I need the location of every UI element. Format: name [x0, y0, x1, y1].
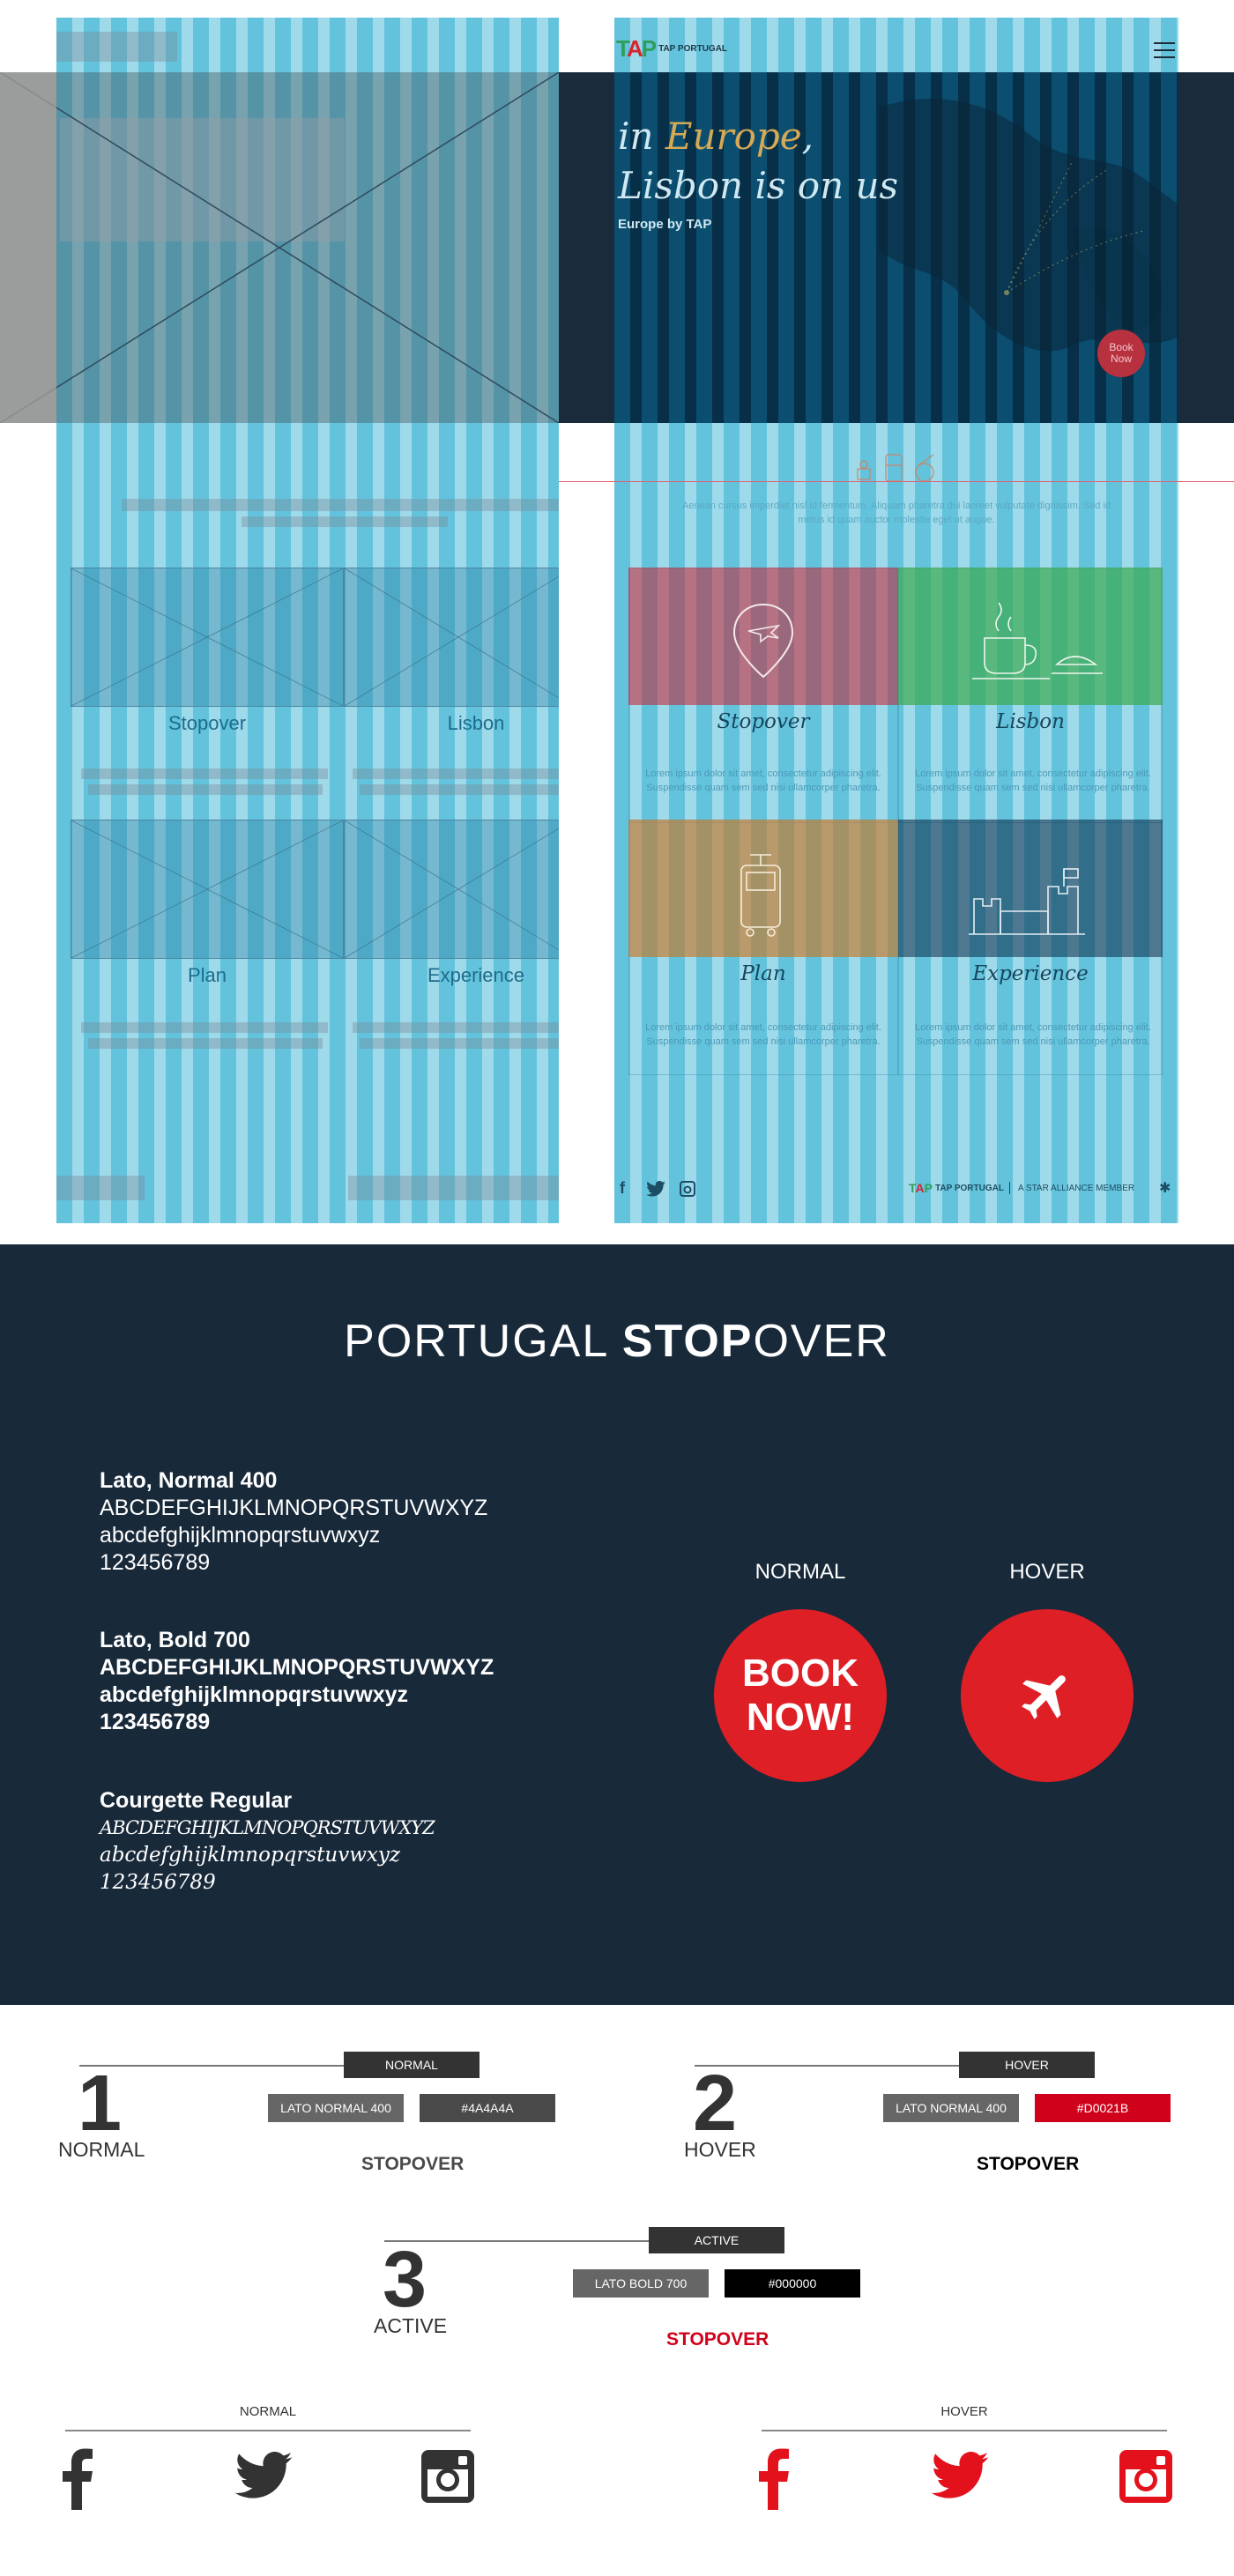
coffee-pastry-icon: [898, 568, 1163, 705]
hero-book-now-label: Book Now: [1109, 341, 1134, 365]
state-3-font: LATO BOLD 700: [573, 2269, 709, 2298]
wireframe-footer-right-placeholder: [348, 1176, 559, 1200]
style-guide-title: PORTUGAL STOPOVER: [344, 1316, 890, 1367]
hero-book-now-button[interactable]: [1097, 330, 1145, 377]
wireframe-text-placeholder: [81, 1022, 328, 1033]
state-1-color: #4A4A4A: [420, 2094, 555, 2122]
card-image-plan: [628, 820, 898, 957]
wireframe-intro-line2: [242, 516, 448, 527]
state-1-label: NORMAL: [58, 2138, 145, 2161]
intro-icons: [844, 449, 949, 488]
tram-icon: [628, 820, 898, 957]
wireframe-text-placeholder: [360, 1038, 559, 1049]
state-2-label: HOVER: [684, 2138, 756, 2161]
button-hover-label: HOVER: [1009, 1560, 1085, 1584]
wireframe-text-placeholder: [88, 1038, 323, 1049]
state-1-number: 1: [78, 2060, 123, 2148]
wireframe-card-label-lisbon: Lisbon: [447, 712, 505, 734]
wireframe-card-image-2: [344, 568, 559, 707]
font-sample-digits: 123456789: [100, 1710, 211, 1734]
card-text-experience: Lorem ipsum dolor sit amet, consectetur adipiscing elit. Suspendisse quam sem sed nisi ullamcorper pharetra.: [915, 1022, 1151, 1047]
mockup-logo: [616, 35, 727, 63]
card-image-experience: [898, 820, 1163, 957]
social-hover-label: HOVER: [940, 2404, 988, 2419]
card-title-experience: Experience: [972, 962, 1089, 985]
twitter-icon[interactable]: [234, 2452, 293, 2499]
facebook-icon-hover[interactable]: [755, 2446, 792, 2510]
facebook-icon[interactable]: [58, 2446, 95, 2510]
card-text-plan: Lorem ipsum dolor sit amet, consectetur adipiscing elit. Suspendisse quam sem sed nisi ullamcorper pharetra.: [645, 1022, 881, 1047]
state-1-tag: NORMAL: [344, 2052, 479, 2078]
book-now-button-normal[interactable]: [714, 1609, 887, 1782]
wireframe-intro-line1: [122, 499, 559, 511]
location-plane-icon: [628, 568, 898, 705]
footer-brand: TAP PORTUGAL: [935, 1184, 1004, 1193]
book-now-label-line1: BOOK: [742, 1652, 859, 1695]
footer-facebook-icon[interactable]: f: [620, 1179, 625, 1197]
airplane-icon: [1016, 1665, 1078, 1726]
wireframe-card-image-3: [71, 820, 344, 959]
state-2-font: LATO NORMAL 400: [883, 2094, 1019, 2122]
card-image-lisbon: [898, 568, 1163, 705]
font-sample-lower: abcdefghijklmnopqrstuvwxyz: [100, 1523, 381, 1548]
mockup-brand-text: TAP PORTUGAL: [658, 44, 728, 54]
social-hover-rule: [762, 2430, 1167, 2431]
mockup-panel: [614, 18, 1178, 1223]
card-text-lisbon: Lorem ipsum dolor sit amet, consectetur adipiscing elit. Suspendisse quam sem sed nisi ullamcorper pharetra.: [915, 768, 1151, 793]
state-2-tag: HOVER: [959, 2052, 1095, 2078]
guide-line: [559, 481, 1234, 482]
hero-headline-line1: in Europe,: [618, 115, 814, 158]
wireframe-hero-image: [0, 72, 559, 423]
font-name-lato-normal: Lato, Normal 400: [100, 1468, 278, 1493]
mockup-hero: [614, 72, 1178, 423]
star-alliance-icon: ✱: [1159, 1181, 1171, 1196]
castle-icon: [898, 820, 1163, 957]
footer-instagram-icon[interactable]: [680, 1181, 695, 1197]
mockup-footer: [614, 1179, 1178, 1206]
font-name-lato-bold: Lato, Bold 700: [100, 1628, 250, 1652]
font-sample-lower: abcdefghijklmnopqrstuvwxyz: [100, 1844, 401, 1867]
wireframe-card-label-stopover: Stopover: [167, 712, 247, 734]
wireframe-footer-left-placeholder: [56, 1176, 145, 1200]
state-2-number: 2: [693, 2060, 738, 2148]
wireframe-card-label-plan: Plan: [187, 964, 227, 986]
state-3-label: ACTIVE: [374, 2314, 448, 2337]
social-normal-rule: [65, 2430, 471, 2431]
wireframe-text-placeholder: [81, 768, 328, 779]
state-1-font: LATO NORMAL 400: [268, 2094, 404, 2122]
instagram-icon-hover[interactable]: [1119, 2450, 1172, 2503]
font-name-courgette: Courgette Regular: [100, 1788, 293, 1813]
state-2-color: #D0021B: [1035, 2094, 1171, 2122]
footer-tap-logo: TAP: [909, 1181, 933, 1195]
state-1-sample-link[interactable]: STOPOVER: [361, 2154, 465, 2174]
card-image-stopover: [628, 568, 898, 705]
state-3-number: 3: [383, 2236, 427, 2324]
font-sample-digits: 123456789: [100, 1550, 211, 1575]
instagram-icon[interactable]: [421, 2450, 474, 2503]
book-now-label-line2: NOW!: [746, 1696, 855, 1739]
font-sample-upper: ABCDEFGHIJKLMNOPQRSTUVWXYZ: [100, 1817, 435, 1838]
font-sample-digits: 123456789: [100, 1871, 216, 1894]
wireframe-text-placeholder: [360, 784, 559, 795]
wireframe-card-label-experience: Experience: [427, 964, 525, 986]
font-sample-upper: ABCDEFGHIJKLMNOPQRSTUVWXYZ: [100, 1655, 494, 1680]
wireframe-text-placeholder: [353, 768, 559, 779]
social-normal-label: NORMAL: [239, 2404, 297, 2419]
card-title-plan: Plan: [740, 962, 786, 985]
state-3-color: #000000: [725, 2269, 860, 2298]
state-3-tag: ACTIVE: [649, 2227, 784, 2253]
card-title-stopover: Stopover: [717, 710, 810, 733]
footer-twitter-icon[interactable]: [646, 1181, 665, 1197]
card-text-stopover: Lorem ipsum dolor sit amet, consectetur adipiscing elit. Suspendisse quam sem sed nisi ullamcorper pharetra.: [645, 768, 881, 793]
wireframe-text-placeholder: [353, 1022, 559, 1033]
wireframe-card-image-4: [344, 820, 559, 959]
intro-text: Aenean cursus imperdiet nisl id fermentum. Aliquam pharetra dui laoreet vulputate dignissim. Sed id metus id quam auctor molestie eget ut augue.: [681, 501, 1111, 525]
font-sample-upper: ABCDEFGHIJKLMNOPQRSTUVWXYZ: [100, 1496, 488, 1520]
twitter-icon-hover[interactable]: [931, 2452, 989, 2499]
state-2-sample-link[interactable]: STOPOVER: [977, 2154, 1080, 2174]
wireframe-logo-placeholder: [56, 32, 177, 62]
hero-subtitle: Europe by TAP: [618, 217, 712, 232]
wireframe-text-placeholder: [88, 784, 323, 795]
hero-headline-line2: Lisbon is on us: [618, 164, 899, 207]
footer-divider: [1009, 1182, 1010, 1194]
book-now-button-hover[interactable]: [961, 1609, 1134, 1782]
wireframe-card-image-1: [71, 568, 344, 707]
footer-alliance: A STAR ALLIANCE MEMBER: [1018, 1184, 1135, 1193]
font-sample-lower: abcdefghijklmnopqrstuvwxyz: [100, 1682, 409, 1707]
hamburger-menu-icon[interactable]: [1154, 42, 1175, 60]
style-guide-section: [0, 1244, 1234, 2005]
tap-logo-icon: TAP: [616, 35, 656, 62]
button-normal-label: NORMAL: [755, 1560, 846, 1584]
card-title-lisbon: Lisbon: [996, 710, 1065, 733]
state-3-sample-link[interactable]: STOPOVER: [666, 2329, 769, 2350]
